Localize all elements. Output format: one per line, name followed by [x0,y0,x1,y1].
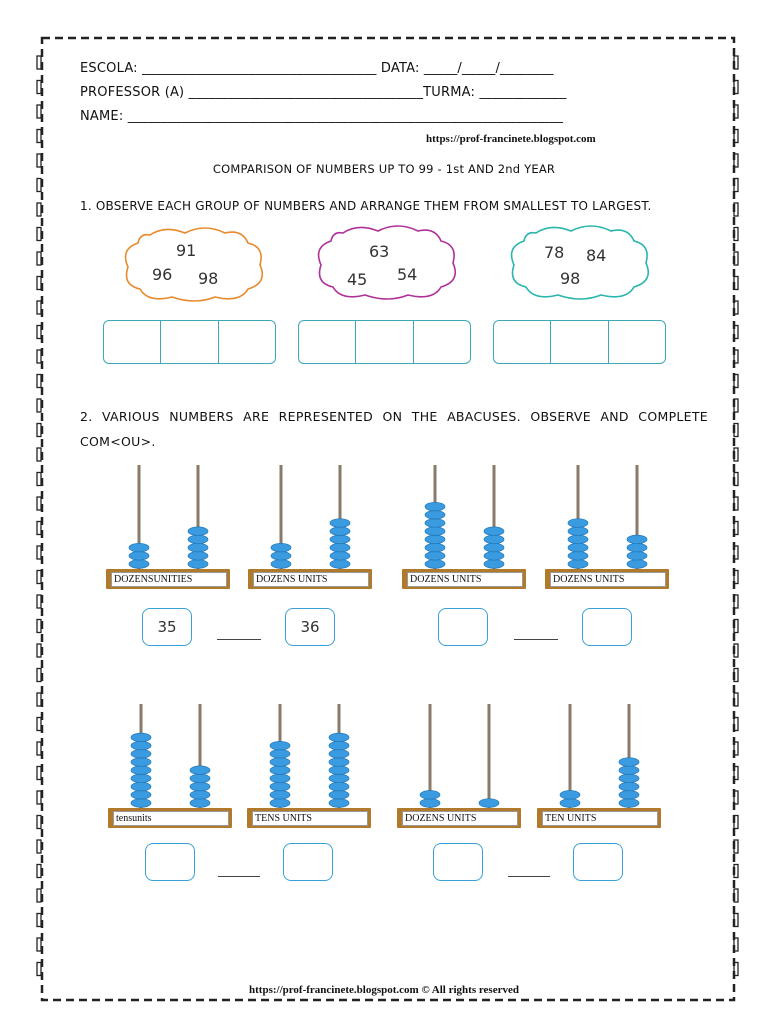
comparison-blank[interactable] [514,639,558,640]
abacus-place-label: tensunits [113,811,229,826]
abacus-bead [190,799,210,808]
abacus-bead [329,782,349,791]
abacus-bead [329,799,349,808]
comparison-blank[interactable] [508,876,550,877]
border-mark [734,399,738,412]
border-mark [734,571,738,584]
abacus-bead [627,552,647,561]
abacus-bead [270,750,290,759]
abacus-answer-box[interactable] [145,843,195,881]
abacus-bead [188,543,208,552]
cloud-outline [126,228,263,301]
abacus-bead [425,552,445,561]
border-mark [734,497,738,510]
abacus-answer-box[interactable] [573,843,623,881]
border-mark [37,595,41,608]
number-cloud-3 [506,223,656,303]
border-mark [37,448,41,461]
blog-url: https://prof-francinete.blogspot.com [426,133,596,145]
abacus-2 [248,463,372,589]
border-mark [734,693,738,706]
abacus-bead [425,511,445,520]
abacus-bead [627,543,647,552]
abacus-bead [568,560,588,569]
border-mark [37,326,41,339]
abacus-answer-box[interactable] [438,608,488,646]
abacus-answer-box[interactable]: 35 [142,608,192,646]
abacus-bead [131,774,151,783]
answer-cell[interactable] [551,321,608,363]
number-cloud-1 [120,225,270,305]
abacus-bead [329,774,349,783]
abacus-bead [188,552,208,561]
border-mark [734,522,738,535]
comparison-blank[interactable] [217,639,261,640]
abacus-bead [479,799,499,808]
border-mark [37,130,41,143]
abacus-bead [329,733,349,742]
abacus-place-label: DOZENS UNITS [550,572,666,587]
order-answer-box-2[interactable] [298,320,471,364]
border-mark [37,399,41,412]
border-mark [734,767,738,780]
border-mark [734,742,738,755]
border-mark [37,767,41,780]
abacus-8 [537,702,661,828]
abacus-answer-box[interactable]: 36 [285,608,335,646]
abacus-bead [329,791,349,800]
abacus-bead [619,774,639,783]
border-mark [734,791,738,804]
border-mark [734,81,738,94]
abacus-5 [108,702,232,828]
abacus-answer-box[interactable] [433,843,483,881]
abacus-answer-box[interactable] [283,843,333,881]
border-mark [734,228,738,241]
cloud-number: 98 [560,269,581,288]
abacus-bead [131,741,151,750]
abacus-bead [484,552,504,561]
abacus-bead [619,799,639,808]
border-mark [37,938,41,951]
answer-cell[interactable] [356,321,413,363]
abacus-bead [619,791,639,800]
border-mark [734,375,738,388]
border-mark [37,742,41,755]
abacus-bead [329,758,349,767]
abacus-bead [484,560,504,569]
abacus-bead [425,535,445,544]
border-mark [734,277,738,290]
right-border-marks [727,36,747,1002]
abacus-bead [568,527,588,536]
abacus-bead [420,799,440,808]
abacus-bead [271,552,291,561]
answer-cell[interactable] [299,321,356,363]
border-mark [37,497,41,510]
abacus-bead [619,766,639,775]
border-mark [37,644,41,657]
abacus-bead [190,791,210,800]
border-mark [734,546,738,559]
abacus-bead [270,741,290,750]
border-mark [734,644,738,657]
abacus-bead [271,543,291,552]
school-date-line: ESCOLA: ___________________________________ DATA: _____/_____/________ [80,61,554,76]
border-mark [734,963,738,976]
border-mark [734,301,738,314]
border-mark [37,81,41,94]
left-border-marks [30,36,50,1002]
abacus-bead [190,766,210,775]
abacus-bead [330,519,350,528]
question-1-instruction: 1. OBSERVE EACH GROUP OF NUMBERS AND ARRANGE THEM FROM SMALLEST TO LARGEST. [80,199,652,213]
answer-cell[interactable] [104,321,161,363]
cloud-number: 45 [347,270,368,289]
abacus-bead [329,766,349,775]
border-mark [37,301,41,314]
abacus-place-label: DOZENS UNITS [402,811,518,826]
abacus-answer-box[interactable] [582,608,632,646]
abacus-6 [247,702,371,828]
border-mark [37,277,41,290]
border-mark [37,252,41,265]
border-mark [734,424,738,437]
abacus-place-label: TENS UNITS [252,811,368,826]
abacus-bead [131,791,151,800]
abacus-bead [329,750,349,759]
border-mark [37,791,41,804]
abacus-bead [484,527,504,536]
border-mark [734,105,738,118]
comparison-blank[interactable] [218,876,260,877]
border-mark [734,473,738,486]
border-mark [734,889,738,902]
abacus-bead [619,758,639,767]
abacus-bead [270,774,290,783]
abacus-bead [420,791,440,800]
abacus-bead [131,750,151,759]
border-mark [37,963,41,976]
cloud-number: 63 [369,242,390,261]
border-mark [37,571,41,584]
border-mark [37,914,41,927]
question-2-instruction: 2. VARIOUS NUMBERS ARE REPRESENTED ON THE ABACUSES. OBSERVE AND COMPLETE COM<OU>. [80,409,708,449]
abacus-bead [188,535,208,544]
abacus-bead [190,782,210,791]
border-mark [37,350,41,363]
border-mark [734,914,738,927]
border-mark [734,718,738,731]
abacus-bead [619,782,639,791]
abacus-place-label: DOZENSUNITIES [111,572,227,587]
border-mark [37,375,41,388]
answer-cell[interactable] [494,321,551,363]
abacus-bead [131,766,151,775]
border-mark [734,595,738,608]
border-mark [37,546,41,559]
abacus-bead [131,799,151,808]
footer-copyright: https://prof-francinete.blogspot.com © All rights reserved [249,984,519,996]
border-mark [37,889,41,902]
answer-cell[interactable] [414,321,470,363]
abacus-bead [271,560,291,569]
abacus-bead [188,527,208,536]
abacus-bead [330,527,350,536]
border-mark [37,840,41,853]
border-mark [37,620,41,633]
border-mark [734,448,738,461]
border-mark [734,252,738,265]
border-mark [37,228,41,241]
abacus-1 [106,463,230,589]
abacus-bead [568,519,588,528]
border-mark [37,473,41,486]
abacus-bead [129,543,149,552]
border-mark [734,865,738,878]
border-mark [734,179,738,192]
border-mark [734,938,738,951]
abacus-bead [129,560,149,569]
order-answer-box-1[interactable] [103,320,276,364]
cloud-number: 91 [176,241,197,260]
border-mark [734,326,738,339]
abacus-place-label: TEN UNITS [542,811,658,826]
border-mark [734,816,738,829]
abacus-bead [627,535,647,544]
abacus-bead [627,560,647,569]
border-mark [37,105,41,118]
border-mark [734,840,738,853]
cloud-number: 84 [586,246,607,265]
cloud-number: 96 [152,265,173,284]
abacus-bead [568,543,588,552]
abacus-bead [425,527,445,536]
border-mark [37,718,41,731]
cloud-number: 98 [198,269,219,288]
border-mark [37,693,41,706]
abacus-bead [425,502,445,511]
border-mark [734,350,738,363]
abacus-bead [270,782,290,791]
abacus-bead [330,535,350,544]
answer-cell[interactable] [219,321,275,363]
cloud-outline [319,226,456,299]
border-mark [37,865,41,878]
abacus-bead [270,799,290,808]
abacus-bead [270,758,290,767]
order-answer-box-3[interactable] [493,320,666,364]
cloud-number: 54 [397,265,418,284]
abacus-bead [329,741,349,750]
abacus-bead [330,560,350,569]
abacus-3 [402,463,526,589]
border-mark [734,56,738,69]
abacus-bead [484,535,504,544]
abacus-bead [425,519,445,528]
answer-cell[interactable] [161,321,218,363]
student-name-line: NAME: _________________________________________________________________ [80,109,564,124]
abacus-bead [568,535,588,544]
abacus-place-label: DOZENS UNITS [407,572,523,587]
border-mark [734,669,738,682]
abacus-bead [270,791,290,800]
abacus-bead [425,560,445,569]
answer-cell[interactable] [609,321,665,363]
abacus-bead [188,560,208,569]
abacus-bead [568,552,588,561]
border-mark [734,203,738,216]
abacus-bead [131,782,151,791]
border-mark [37,203,41,216]
abacus-bead [190,774,210,783]
abacus-7 [397,702,521,828]
border-mark [37,56,41,69]
abacus-4 [545,463,669,589]
cloud-outline [512,226,649,299]
units-rod [488,704,491,808]
border-mark [734,130,738,143]
border-mark [37,669,41,682]
abacus-bead [484,543,504,552]
border-mark [37,522,41,535]
number-cloud-2 [313,223,463,303]
abacus-bead [330,552,350,561]
abacus-place-label: DOZENS UNITS [253,572,369,587]
abacus-bead [560,799,580,808]
teacher-class-line: PROFESSOR (A) ___________________________________TURMA: _____________ [80,85,567,100]
abacus-bead [131,733,151,742]
border-mark [37,424,41,437]
cloud-number: 78 [544,243,565,262]
border-mark [734,620,738,633]
abacus-bead [270,766,290,775]
border-mark [37,816,41,829]
abacus-bead [330,543,350,552]
abacus-bead [560,791,580,800]
abacus-bead [129,552,149,561]
border-mark [37,179,41,192]
worksheet-title: COMPARISON OF NUMBERS UP TO 99 - 1st AND 2nd YEAR [212,162,556,176]
abacus-bead [425,543,445,552]
abacus-bead [131,758,151,767]
